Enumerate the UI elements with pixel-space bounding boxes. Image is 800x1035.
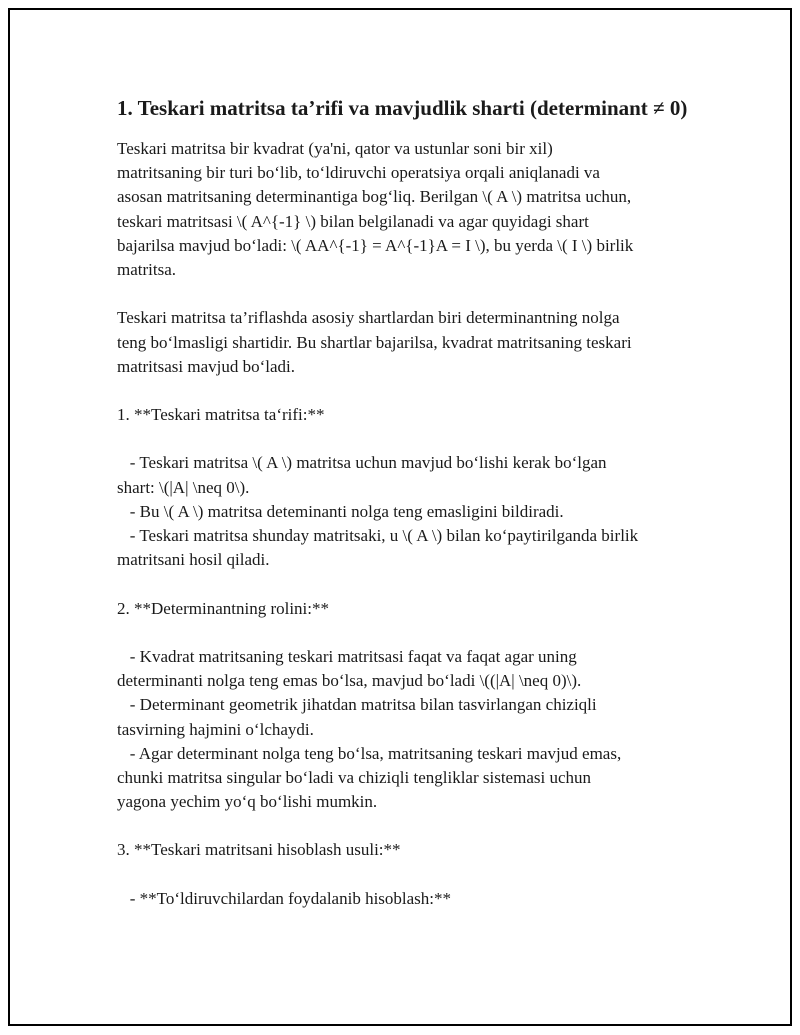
blank-line — [117, 814, 692, 838]
text-line: - Teskari matritsa \( A \) matritsa uchun mavjud bo‘lishi kerak bo‘lgan — [117, 453, 607, 473]
text-line: tasvirning hajmini o‘lchaydi. — [117, 719, 314, 739]
text-line: 3. **Teskari matritsani hisoblash usuli:** — [117, 840, 401, 860]
text-line: asosan matritsaning determinantiga bog‘liq. Berilgan \( A \) matritsa uchun, — [117, 187, 632, 207]
text-line: 2. **Determinantning rolini:** — [117, 598, 329, 618]
blank-line — [117, 282, 692, 306]
section-heading: 1. Teskari matritsa ta’rifi va mavjudlik sharti (determinant ≠ 0) — [117, 96, 688, 120]
blank-line — [117, 379, 692, 403]
document-text — [117, 137, 692, 911]
text-line: chunki matritsa singular bo‘ladi va chiziqli tengliklar sistemasi uchun — [117, 767, 591, 787]
text-line: - Bu \( A \) matritsa deteminanti nolga teng emasligini bildiradi. — [117, 501, 564, 521]
text-line: teskari matritsasi \( A^{-1} \) bilan belgilanadi va agar quyidagi shart — [117, 211, 589, 231]
text-line: yagona yechim yo‘q bo‘lishi mumkin. — [117, 792, 378, 812]
text-line: determinanti nolga teng emas bo‘lsa, mavjud bo‘ladi \((|A| \neq 0)\). — [117, 671, 582, 691]
text-line: teng bo‘lmasligi shartidir. Bu shartlar bajarilsa, kvadrat matritsaning teskari — [117, 332, 632, 352]
text-line: matritsasi mavjud bo‘ladi. — [117, 356, 295, 376]
text-line: - Kvadrat matritsaning teskari matritsasi faqat va faqat agar uning — [117, 646, 577, 666]
text-line: - Teskari matritsa shunday matritsaki, u \( A \) bilan ko‘paytirilganda birlik — [117, 526, 639, 545]
blank-line — [117, 621, 692, 645]
text-line: - Determinant geometrik jihatdan matritsa bilan tasvirlangan chiziqli — [117, 695, 597, 715]
text-line: matritsa. — [117, 259, 177, 279]
blank-line — [117, 572, 692, 596]
blank-line — [117, 427, 692, 451]
text-line: 1. **Teskari matritsa ta‘rifi:** — [117, 405, 325, 425]
text-line: Teskari matritsa ta’riflashda asosiy shartlardan biri determinantning nolga — [117, 308, 620, 328]
document-body — [117, 94, 692, 911]
blank-line — [117, 863, 692, 887]
text-line: matritsaning bir turi bo‘lib, to‘ldiruvchi operatsiya orqali aniqlanadi va — [117, 163, 600, 183]
text-line: shart: \(|A| \neq 0\). — [117, 477, 250, 497]
text-line: matritsani hosil qiladi. — [117, 550, 270, 570]
text-line: bajarilsa mavjud bo‘ladi: \( AA^{-1} = A^{-1}A = I \), bu yerda \( I \) birlik — [117, 235, 634, 255]
text-line: - Agar determinant nolga teng bo‘lsa, matritsaning teskari mavjud emas, — [117, 743, 622, 763]
text-line: Teskari matritsa bir kvadrat (ya'ni, qator va ustunlar soni bir xil) — [117, 139, 553, 158]
text-line: - **To‘ldiruvchilardan foydalanib hisoblash:** — [117, 888, 452, 908]
